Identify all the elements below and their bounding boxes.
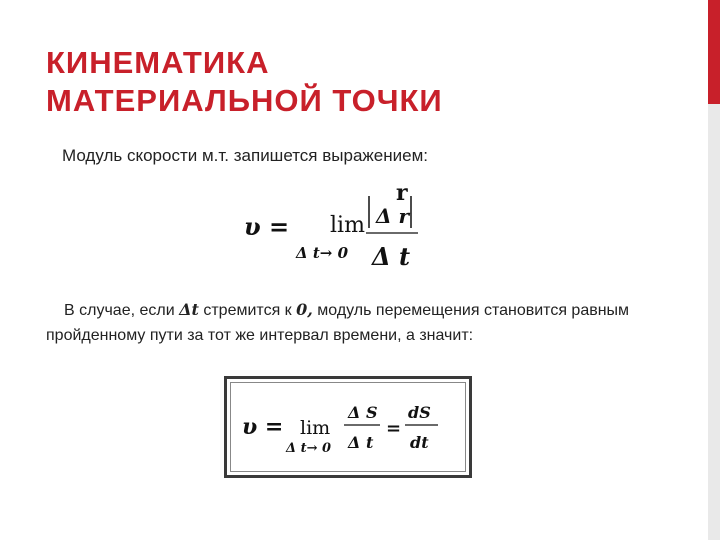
velocity-limit-formula bbox=[236, 180, 466, 275]
para-part3: модуль перемещения становится равным пройденному пути за тот же интервал времени, а значит: bbox=[46, 302, 630, 344]
formula2-frac2-num: dS bbox=[408, 403, 431, 422]
formula2-frac2-den: dt bbox=[410, 433, 429, 452]
para-zero: 0, bbox=[296, 300, 313, 319]
title-line-2: МАТЕРИАЛЬНОЙ ТОЧКИ bbox=[46, 83, 443, 118]
formula2-lim-sub: Δ t→ 0 bbox=[286, 441, 332, 456]
side-accent-bar bbox=[708, 0, 720, 540]
formula1-lim: lim bbox=[330, 213, 365, 238]
side-accent-red bbox=[708, 0, 720, 104]
formula2-equals: = bbox=[386, 418, 402, 439]
side-accent-grey bbox=[708, 104, 720, 540]
formula1-vector-mark: r bbox=[396, 180, 408, 206]
para-delta-t: Δt bbox=[179, 300, 199, 319]
formula2-lim: lim bbox=[300, 417, 331, 439]
formula2-frac1-num: Δ S bbox=[348, 403, 378, 422]
speed-path-formula bbox=[236, 392, 456, 462]
formula1-denominator: Δ t bbox=[372, 242, 411, 271]
explanation-paragraph bbox=[46, 297, 666, 348]
title-line-1: КИНЕМАТИКА bbox=[46, 45, 270, 80]
slide-title bbox=[46, 44, 666, 120]
formula1-numerator: Δ r bbox=[376, 204, 410, 228]
formula1-lim-sub: Δ t→ 0 bbox=[296, 244, 349, 262]
intro-text: Модуль скорости м.т. запишется выражением: bbox=[62, 146, 428, 165]
formula1-lhs: υ = bbox=[244, 212, 290, 241]
formula2-frac1-den: Δ t bbox=[348, 433, 374, 452]
para-part1: В случае, если bbox=[64, 302, 180, 319]
formula2-lhs: υ = bbox=[242, 414, 284, 440]
para-part2: стремится к bbox=[198, 302, 297, 319]
